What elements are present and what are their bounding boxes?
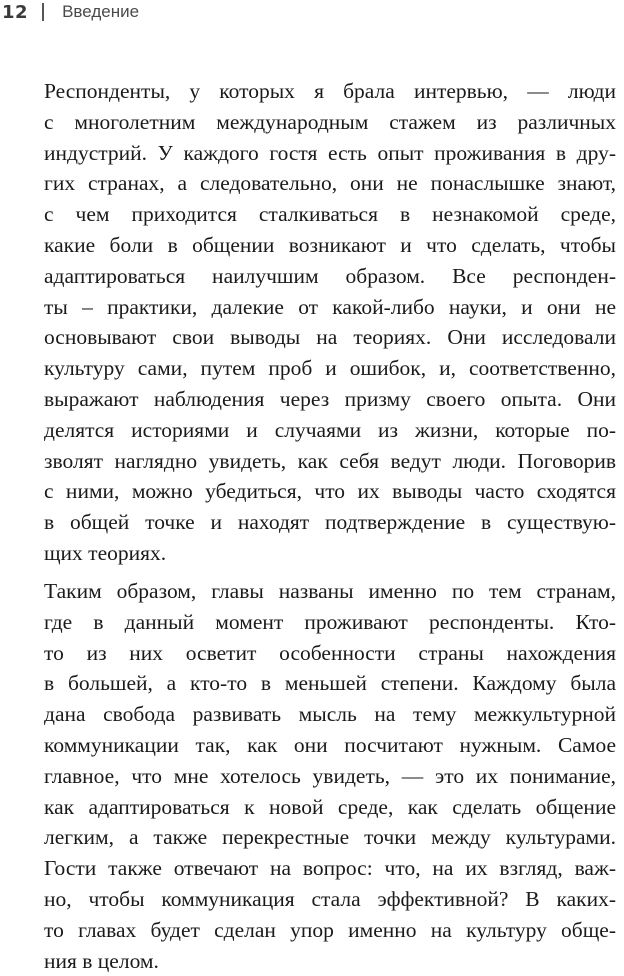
- text-line: главное, что мне хотелось увидеть, — это их понимание,: [44, 763, 616, 788]
- text-line: гих странах, а следовательно, они не понаслышке знают,: [44, 171, 616, 196]
- text-line: в общей точке и находят подтверждение в существую-: [44, 510, 616, 535]
- text-line: как адаптироваться к новой среде, как сделать общение: [44, 794, 616, 819]
- text-line: коммуникации так, как они посчитают нужным. Самое: [44, 732, 616, 757]
- text-line: основывают свои выводы на теориях. Они исследовали: [44, 325, 616, 350]
- text-line: в большей, а кто-то в меньшей степени. Каждому была: [44, 671, 616, 696]
- header-divider: [42, 3, 44, 21]
- text-line: Респонденты, у которых я брала интервью, — люди: [44, 79, 616, 103]
- section-title: Введение: [62, 2, 140, 21]
- text-line: щих теориях.: [44, 540, 167, 565]
- text-line: Таким образом, главы названы именно по тем странам,: [44, 579, 616, 603]
- text-line: ния в целом.: [44, 948, 159, 973]
- text-line: зволят наглядно увидеть, как себя ведут люди. Поговорив: [44, 448, 616, 473]
- text-line: выражают наблюдения через призму своего опыта. Они: [44, 386, 616, 411]
- text-line: индустрий. У каждого гостя есть опыт проживания в дру-: [44, 140, 616, 165]
- text-line: то главах будет сделан упор именно на культуру обще-: [44, 917, 616, 942]
- text-line: то из них осветит особенности страны нахождения: [44, 640, 616, 665]
- text-line: делятся историями и случаями из жизни, которые по-: [44, 417, 616, 442]
- text-line: дана свобода развивать мысль на тему межкультурной: [44, 702, 616, 727]
- text-line: культуру сами, путем проб и ошибок, и, соответственно,: [44, 356, 616, 381]
- text-line: легким, а также перекрестные точки между культурами.: [44, 825, 616, 850]
- body-paragraph-2: [44, 576, 616, 976]
- text-line: какие боли в общении возникают и что сделать, чтобы: [44, 232, 616, 257]
- text-line: где в данный момент проживают респонденты. Кто-: [44, 609, 616, 634]
- text-line: адаптироваться наилучшим образом. Все респонден-: [44, 263, 616, 288]
- text-line: Гости также отвечают на вопрос: что, на их взгляд, важ-: [44, 856, 616, 881]
- text-line: ты – практики, далекие от какой-либо науки, и они не: [44, 294, 616, 319]
- text-line: с ними, можно убедиться, что их выводы часто сходятся: [44, 479, 616, 504]
- text-line: с многолетним международным стажем из различных: [44, 109, 616, 134]
- page-number: 12: [2, 1, 29, 23]
- running-head: [0, 0, 139, 24]
- text-line: с чем приходится сталкиваться в незнакомой среде,: [44, 202, 616, 227]
- body-paragraph-1: [44, 76, 616, 569]
- text-line: но, чтобы коммуникация стала эффективной? В каких-: [44, 886, 616, 911]
